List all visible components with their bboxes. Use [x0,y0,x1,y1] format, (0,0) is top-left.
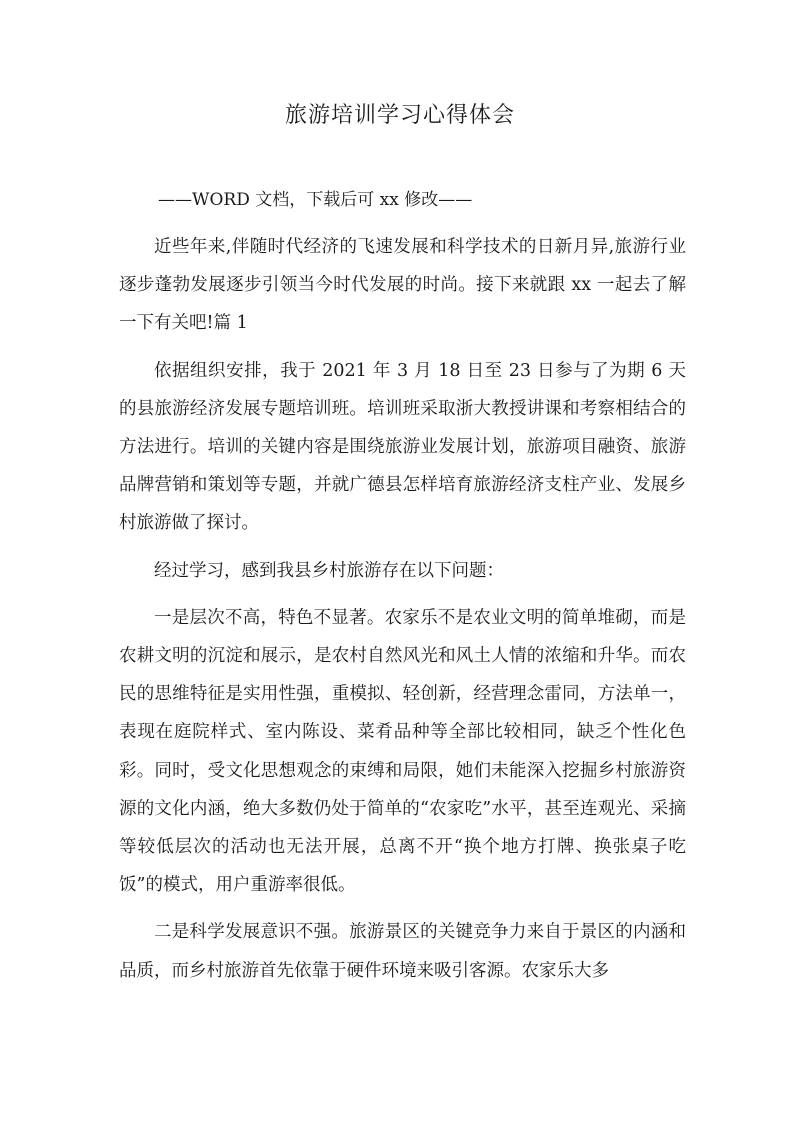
paragraph-problem-two: 二是科学发展意识不强。旅游景区的关键竞争力来自于景区的内涵和品质，而乡村旅游首先依靠于硬件环境来吸引客源。农家乐大多 [119,922,686,981]
paragraph-intro: 近些年来,伴随时代经济的飞速发展和科学技术的日新月异,旅游行业逐步蓬勃发展逐步引领当今时代发展的时尚。接下来就跟 xx 一起去了解一下有关吧!篇 1 [119,237,686,334]
document-subtitle: ——WORD 文档，下载后可 xx 修改—— [158,190,473,210]
paragraph-problems-lead: 经过学习，感到我县乡村旅游存在以下问题： [154,560,504,581]
document-body [119,228,686,999]
document-title: 旅游培训学习心得体会 [284,103,515,128]
paragraph-training: 依据组织安排，我于 2021 年 3 月 18 日至 23 日参与了为期 6 天的县旅游经济发展专题培训班。培训班采取浙大教授讲课和考察相结合的方法进行。培训的关键内容是围绕旅游业发展计划，旅游项目融资、旅游品牌营销和策划等专题，并就广德县怎样培育旅游经济支柱产业、发展乡村旅游做了探讨。 [119,360,686,534]
paragraph-problem-one: 一是层次不高，特色不显著。农家乐不是农业文明的简单堆砌，而是农耕文明的沉淀和展示，是农村自然风光和风土人情的浓缩和升华。而农民的思维特征是实用性强，重模拟、轻创新，经营理念雷同，方法单一，表现在庭院样式、室内陈设、菜肴品种等全部比较相同，缺乏个性化色彩。同时，受文化思想观念的束缚和局限，她们未能深入挖掘乡村旅游资源的文化内涵，绝大多数仍处于简单的“农家吃”水平，甚至连观光、采摘等较低层次的活动也无法开展，总离不开“换个地方打牌、换张桌子吃饭”的模式，用户重游率很低。 [119,607,686,896]
